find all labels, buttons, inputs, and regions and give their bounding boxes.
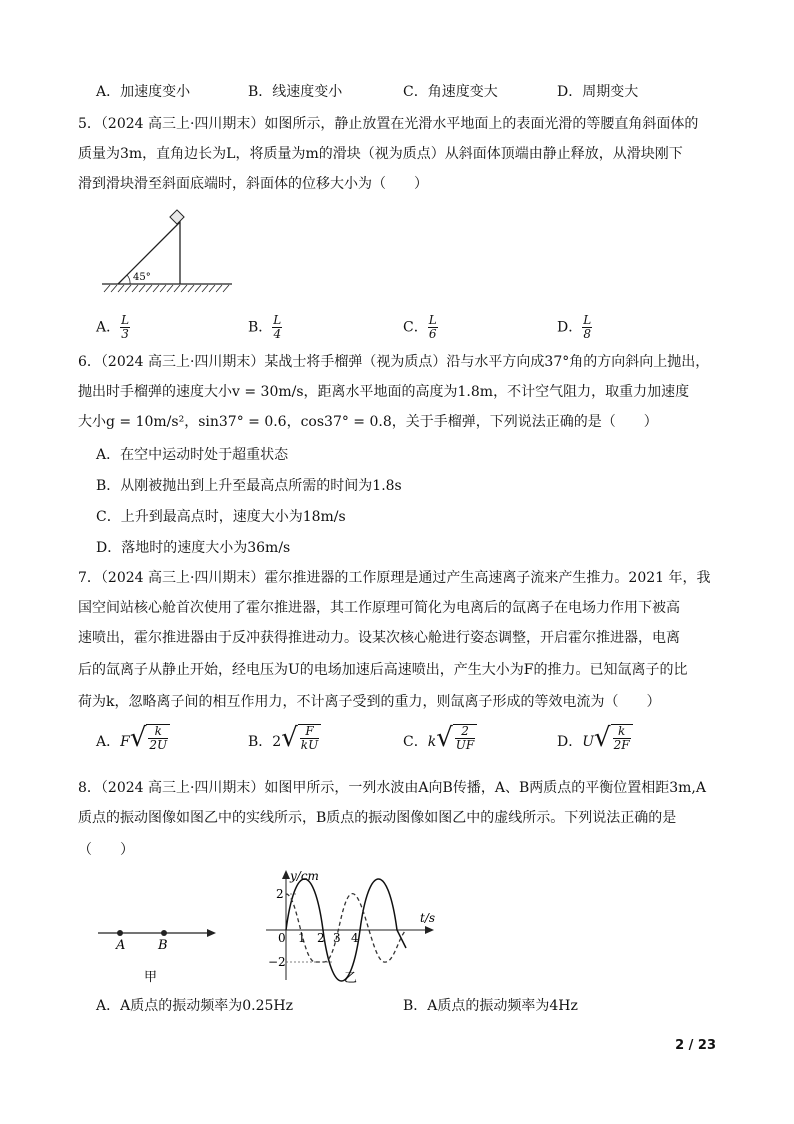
q6-stem-line-2: 抛出时手榴弹的速度大小v = 30m/s，距离水平地面的高度为1.8m，不计空气阻力，取重力加速度 — [78, 384, 690, 400]
q4-option-d: D．周期变大 — [557, 84, 639, 100]
q7-option-c: C．k √ $\frac{2}{UF}$ — [403, 724, 477, 754]
q8-figure-a-caption: 甲 — [144, 970, 158, 985]
q7-option-b: B．2 √ $\frac{F}{kU}$ — [248, 724, 321, 754]
q8-point-a-label: A — [116, 938, 126, 953]
q5-stem-line-1: 5．（2024 高三上·四川期末）如图所示，静止放置在光滑水平地面上的表面光滑的等腰直角斜面体的 — [78, 116, 699, 132]
q8-x-tick-1: 1 — [298, 931, 306, 945]
q7-stem-line-2: 国空间站核心舱首次使用了霍尔推进器，其工作原理可简化为电离后的氙离子在电场力作用下被高 — [78, 600, 680, 616]
q8-stem-line-3: （ ） — [78, 842, 134, 858]
q8-y-tick-bottom: −2 — [268, 955, 286, 969]
q5-options — [0, 314, 794, 344]
q6-option-c: C．上升到最高点时，速度大小为18m/s — [96, 509, 346, 525]
page-number: 2 / 23 — [675, 1038, 716, 1053]
q8-point-b-label: B — [158, 938, 168, 953]
q6-option-b: B．从刚被抛出到上升至最高点所需的时间为1.8s — [96, 478, 402, 494]
q5-incline-figure — [100, 208, 240, 296]
q6-stem-line-3: 大小g = 10m/s²，sin37° = 0.6，cos37° = 0.8，关于手榴弹，下列说法正确的是（ ） — [78, 414, 658, 430]
q7-options — [0, 724, 794, 760]
q8-y-tick-top: 2 — [276, 887, 284, 901]
q5-angle-label: 45° — [133, 272, 151, 283]
q8-x-tick-2: 2 — [317, 931, 325, 945]
q6-option-d: D．落地时的速度大小为36m/s — [96, 540, 291, 556]
q8-stem-line-2: 质点的振动图像如图乙中的实线所示，B质点的振动图像如图乙中的虚线所示。下列说法正确的是 — [78, 810, 677, 826]
q4-option-a: A．加速度变小 — [96, 84, 191, 100]
q4-options — [0, 80, 794, 104]
q8-option-b: B．A质点的振动频率为4Hz — [403, 998, 578, 1014]
q8-option-a: A．A质点的振动频率为0.25Hz — [96, 998, 293, 1014]
q7-stem-line-1: 7．（2024 高三上·四川期末）霍尔推进器的工作原理是通过产生高速离子流来产生推力。2021 年，我 — [78, 570, 711, 586]
q5-option-b: B． $\frac{L}{4}$ — [248, 313, 282, 341]
q7-option-d: D．U √ $\frac{k}{2F}$ — [557, 724, 633, 754]
q5-stem-line-3: 滑到滑块滑至斜面底端时，斜面体的位移大小为（ ） — [78, 176, 428, 192]
q7-stem-line-4: 后的氙离子从静止开始，经电压为U的电场加速后高速喷出，产生大小为F的推力。已知氙离子的比 — [78, 662, 688, 678]
q8-x-tick-4: 4 — [351, 931, 359, 945]
q8-origin-label: 0 — [278, 931, 286, 945]
q5-stem-line-2: 质量为3m，直角边长为L，将质量为m的滑块（视为质点）从斜面体顶端由静止释放，从滑块刚下 — [78, 146, 683, 162]
q6-stem-line-1: 6．（2024 高三上·四川期末）某战士将手榴弹（视为质点）沿与水平方向成37°角的方向斜向上抛出， — [78, 354, 710, 370]
q7-option-a: A．F √ $\frac{k}{2U}$ — [96, 724, 170, 754]
q5-option-a: A． $\frac{L}{3}$ — [96, 313, 130, 341]
q8-figure-b — [262, 868, 442, 986]
q5-option-d: D． $\frac{L}{8}$ — [557, 313, 592, 341]
q5-option-c: C． $\frac{L}{6}$ — [403, 313, 437, 341]
q4-option-c: C．角速度变大 — [403, 84, 498, 100]
q8-x-tick-3: 3 — [333, 931, 341, 945]
q8-y-axis-label: y/cm — [290, 869, 319, 883]
q7-stem-line-5: 荷为k，忽略离子间的相互作用力，不计离子受到的重力，则氙离子形成的等效电流为（ ） — [78, 694, 661, 710]
q8-curve-b — [286, 894, 406, 962]
q8-stem-line-1: 8．（2024 高三上·四川期末）如图甲所示，一列水波由A向B传播，A、B两质点的平衡位置相距3m,A — [78, 780, 706, 796]
q8-figure-a — [94, 915, 224, 987]
q4-option-b: B．线速度变小 — [248, 84, 343, 100]
q6-option-a: A．在空中运动时处于超重状态 — [96, 447, 289, 463]
q8-figure-b-caption: 乙 — [344, 971, 358, 986]
q7-stem-line-3: 速喷出，霍尔推进器由于反冲获得推进动力。设某次核心舱进行姿态调整，开启霍尔推进器，电离 — [78, 630, 680, 646]
q8-x-axis-label: t/s — [420, 911, 436, 925]
